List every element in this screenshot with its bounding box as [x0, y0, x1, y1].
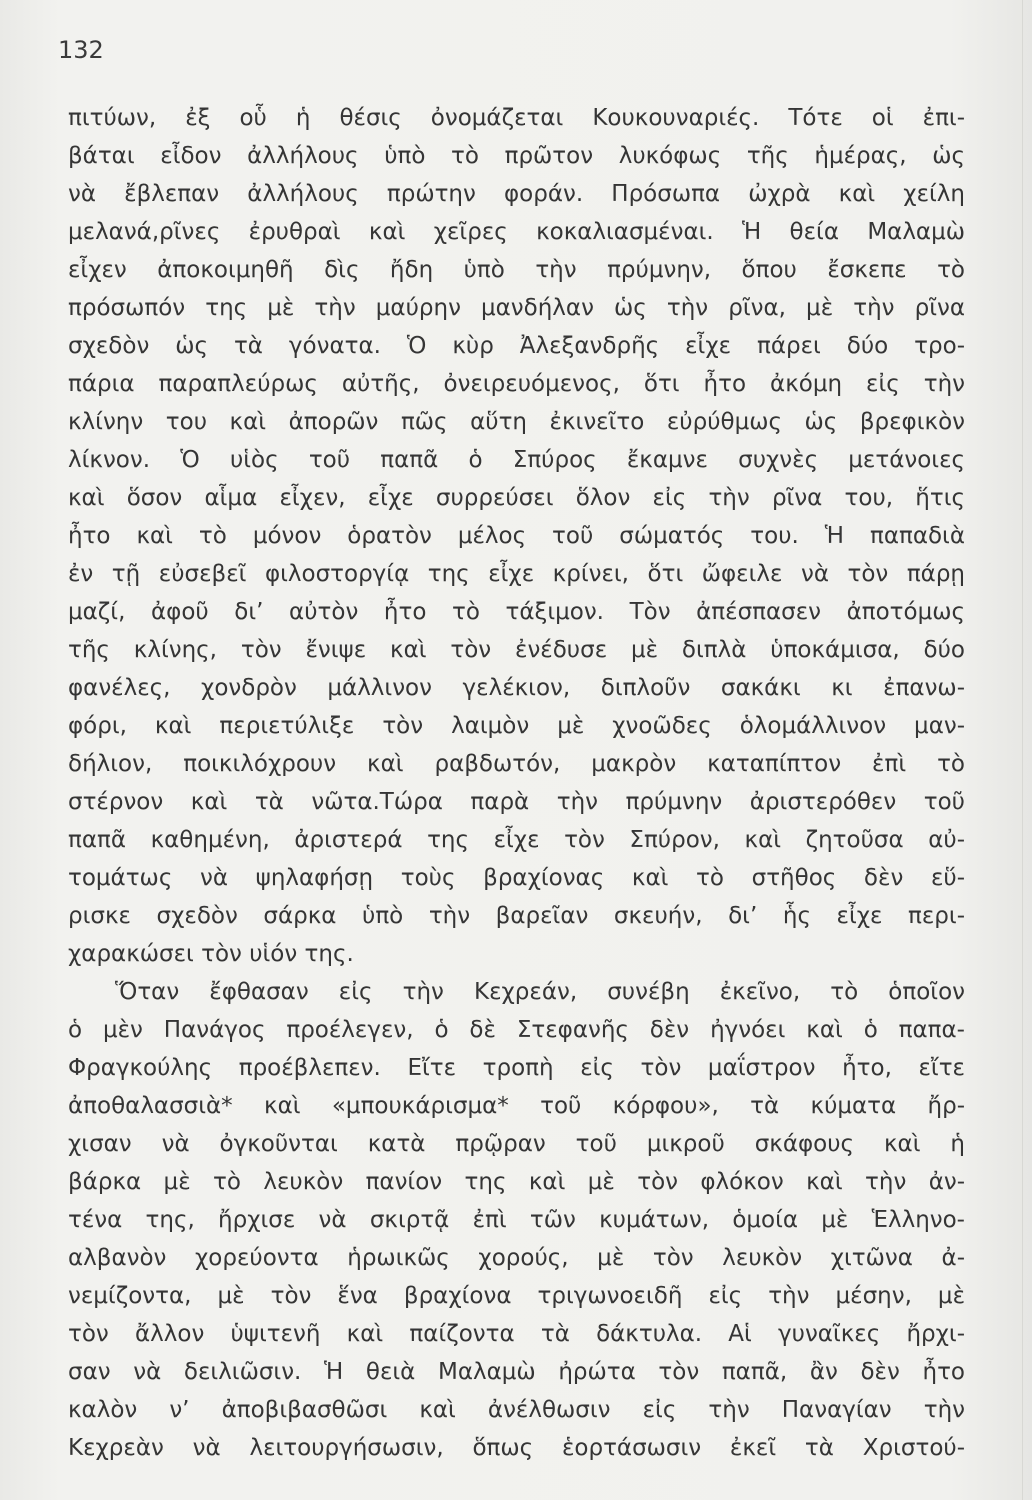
text-line: νεμίζοντα, μὲ τὸν ἕνα βραχίονα τριγωνοειδῆ εἰς τὴν μέσην, μὲ [68, 1283, 965, 1309]
text-line: καλὸν ν’ ἀποβιβασθῶσι καὶ ἀνέλθωσιν εἰς τὴν Παναγίαν τὴν [68, 1397, 965, 1423]
text-line: φανέλες, χονδρὸν μάλλινον γελέκιον, διπλοῦν σακάκι κι ἐπανω- [68, 675, 965, 701]
text-line: σαν νὰ δειλιῶσιν. Ἡ θειὰ Μαλαμὼ ἠρώτα τὸν παπᾶ, ἂν δὲν ἦτο [68, 1359, 965, 1385]
text-line: λίκνον. Ὁ υἱὸς τοῦ παπᾶ ὁ Σπύρος ἔκαμνε συχνὲς μετάνοιες [68, 447, 965, 473]
body-text [68, 99, 965, 1467]
text-line: ρισκε σχεδὸν σάρκα ὑπὸ τὴν βαρεῖαν σκευήν, δι’ ἧς εἶχε περι- [68, 903, 965, 929]
text-line: εἶχεν ἀποκοιμηθῆ δὶς ἤδη ὑπὸ τὴν πρύμνην, ὅπου ἔσκεπε τὸ [68, 257, 965, 283]
text-line: αλβανὸν χορεύοντα ἡρωικῶς χορούς, μὲ τὸν λευκὸν χιτῶνα ἀ- [68, 1245, 965, 1271]
text-line: τένα της, ἤρχισε νὰ σκιρτᾷ ἐπὶ τῶν κυμάτων, ὁμοία μὲ Ἑλληνο- [68, 1207, 965, 1233]
text-line: χισαν νὰ ὀγκοῦνται κατὰ πρῷραν τοῦ μικροῦ σκάφους καὶ ἡ [68, 1131, 965, 1157]
text-line: πάρια παραπλεύρως αὐτῆς, ὀνειρευόμενος, ὅτι ἦτο ἀκόμη εἰς τὴν [68, 371, 965, 397]
text-line: βάται εἶδον ἀλλήλους ὑπὸ τὸ πρῶτον λυκόφως τῆς ἡμέρας, ὡς [68, 143, 965, 169]
text-line: τομάτως νὰ ψηλαφήσῃ τοὺς βραχίονας καὶ τὸ στῆθος δὲν εὕ- [68, 865, 965, 891]
text-line: πιτύων, ἐξ οὗ ἡ θέσις ὀνομάζεται Κουκουναριές. Τότε οἱ ἐπι- [68, 105, 965, 131]
text-line: ἀποθαλασσιὰ* καὶ «μπουκάρισμα* τοῦ κόρφου», τὰ κύματα ἤρ- [68, 1093, 965, 1119]
page-number: 132 [58, 36, 104, 64]
text-line: ὁ μὲν Πανάγος προέλεγεν, ὁ δὲ Στεφανῆς δὲν ἠγνόει καὶ ὁ παπα- [68, 1017, 965, 1043]
text-line: Ὅταν ἔφθασαν εἰς τὴν Κεχρεάν, συνέβη ἐκεῖνο, τὸ ὁποῖον [115, 979, 965, 1005]
page-edge [1022, 0, 1023, 1500]
text-line: σχεδὸν ὡς τὰ γόνατα. Ὁ κὺρ Ἀλεξανδρῆς εἶχε πάρει δύο τρο- [68, 333, 965, 359]
text-line: μελανά,ρῖνες ἐρυθραὶ καὶ χεῖρες κοκαλιασμέναι. Ἡ θεία Μαλαμὼ [68, 219, 965, 245]
text-line: Κεχρεὰν νὰ λειτουργήσωσιν, ὅπως ἑορτάσωσιν ἐκεῖ τὰ Χριστού- [68, 1435, 965, 1461]
text-line: νὰ ἔβλεπαν ἀλλήλους πρώτην φοράν. Πρόσωπα ὠχρὰ καὶ χείλη [68, 181, 965, 207]
text-line: βάρκα μὲ τὸ λευκὸν πανίον της καὶ μὲ τὸν φλόκον καὶ τὴν ἀν- [68, 1169, 965, 1195]
text-line: ἐν τῇ εὐσεβεῖ φιλοστοργίᾳ της εἶχε κρίνει, ὅτι ὤφειλε νὰ τὸν πάρῃ [68, 561, 965, 587]
text-line: στέρνον καὶ τὰ νῶτα.Τώρα παρὰ τὴν πρύμνην ἀριστερόθεν τοῦ [68, 789, 965, 815]
text-line: πρόσωπόν της μὲ τὴν μαύρην μανδήλαν ὡς τὴν ρῖνα, μὲ τὴν ρῖνα [68, 295, 965, 321]
text-line: τὸν ἄλλον ὑψιτενῆ καὶ παίζοντα τὰ δάκτυλα. Αἱ γυναῖκες ἤρχι- [68, 1321, 965, 1347]
text-line: παπᾶ καθημένη, ἀριστερά της εἶχε τὸν Σπύρον, καὶ ζητοῦσα αὐ- [68, 827, 965, 853]
text-line: φόρι, καὶ περιετύλιξε τὸν λαιμὸν μὲ χνοῶδες ὁλομάλλινον μαν- [68, 713, 965, 739]
text-line: τῆς κλίνης, τὸν ἔνιψε καὶ τὸν ἐνέδυσε μὲ διπλὰ ὑποκάμισα, δύο [68, 637, 965, 663]
text-line: Φραγκούλης προέβλεπεν. Εἴτε τροπὴ εἰς τὸν μαΐστρον ἦτο, εἴτε [68, 1055, 965, 1081]
text-line: καὶ ὅσον αἷμα εἶχεν, εἶχε συρρεύσει ὅλον εἰς τὴν ρῖνα του, ἥτις [68, 485, 965, 511]
text-line: χαρακώσει τὸν υἱόν της. [68, 941, 354, 967]
text-line: μαζί, ἀφοῦ δι’ αὐτὸν ἦτο τὸ τάξιμον. Τὸν ἀπέσπασεν ἀποτόμως [68, 599, 965, 625]
text-line: ἦτο καὶ τὸ μόνον ὁρατὸν μέλος τοῦ σώματός του. Ἡ παπαδιὰ [68, 523, 965, 549]
text-line: δήλιον, ποικιλόχρουν καὶ ραβδωτόν, μακρὸν καταπίπτον ἐπὶ τὸ [68, 751, 965, 777]
text-line: κλίνην του καὶ ἀπορῶν πῶς αὕτη ἐκινεῖτο εὐρύθμως ὡς βρεφικὸν [68, 409, 965, 435]
